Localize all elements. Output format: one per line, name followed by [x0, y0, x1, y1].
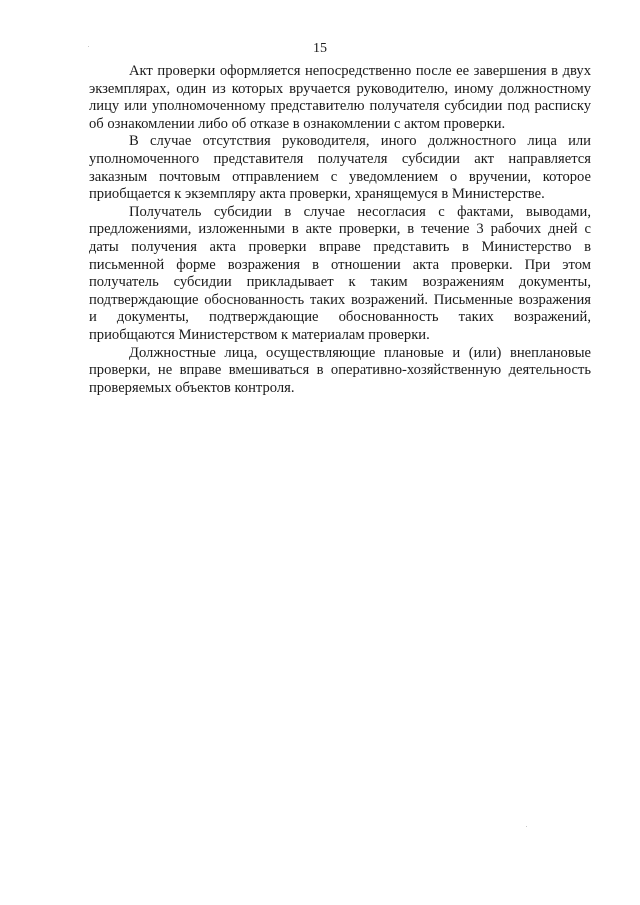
- paragraph-objections: Получатель субсидии в случае несогласия с фактами, выводами, предложениями, изложенными в акте проверки, в течение 3 рабочих дней с даты получения акта проверки вправе представить в Министерство в письменной форме возражения в отношении акта проверки. При этом получатель субсидии прикладывает к таким возражениям документы, подтверждающие обоснованность таких возражений. Письменные возражения и документы, подтверждающие обоснованность таких возражений, приобщаются Министерством к материалам проверки.: [89, 203, 591, 343]
- paragraph-inspection-act: Акт проверки оформляется непосредственно после ее завершения в двух экземплярах, один из которых вручается руководителю, иному должностному лицу или уполномоченному представителю получателя субсидии под расписку об ознакомлении либо об отказе в ознакомлении с актом проверки.: [89, 63, 591, 132]
- document-body: [89, 63, 591, 397]
- paragraph-absence-of-head: В случае отсутствия руководителя, иного должностного лица или уполномоченного представителя получателя субсидии акт направляется заказным почтовым отправлением с уведомлением о вручении, которое приобщается к экземпляру акта проверки, хранящемуся в Министерстве.: [89, 133, 591, 203]
- scan-speck: [526, 826, 527, 827]
- scan-speck: [88, 46, 89, 47]
- paragraph-officials-restriction: Должностные лица, осуществляющие плановые и (или) внеплановые проверки, не вправе вмешиваться в оперативно-хозяйственную деятельность проверяемых объектов контроля.: [89, 344, 591, 396]
- page-number: 15: [313, 41, 327, 56]
